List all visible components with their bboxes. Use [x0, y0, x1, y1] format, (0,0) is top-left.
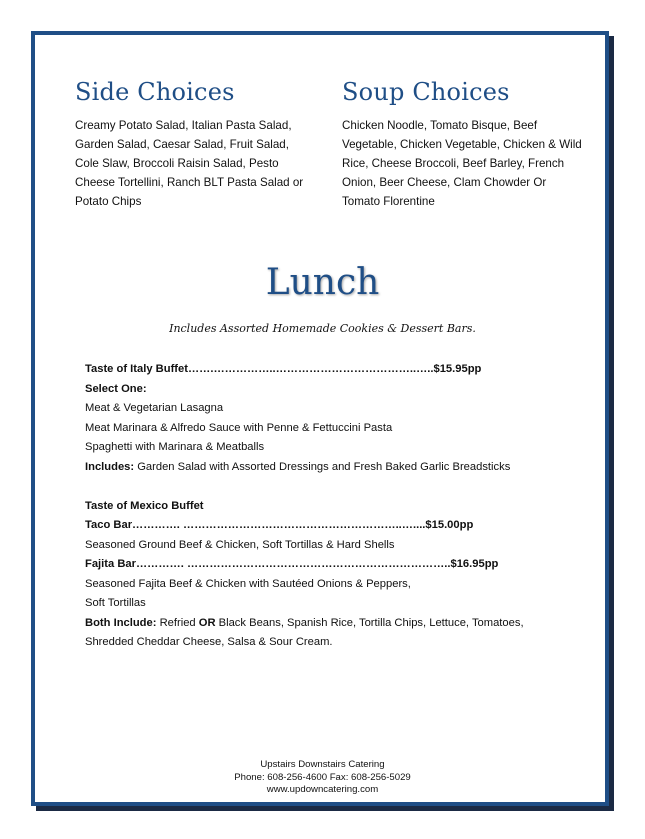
both-include-or: OR [198, 616, 216, 629]
soup-choices-text: Chicken Noodle, Tomato Bisque, Beef Vegetable, Chicken Vegetable, Chicken & Wild Rice, Cheese Broccoli, Beef Barley, French Onion, Beer Cheese, Clam Chowder Or Tomato Florentine [342, 119, 582, 208]
italy-option: Meat & Vegetarian Lasagna [85, 402, 224, 414]
italy-includes-text: Garden Salad with Assorted Dressings and Fresh Baked Garlic Breadsticks [134, 460, 511, 473]
mexico-both-include-cont: Shredded Cheddar Cheese, Salsa & Sour Cream. [85, 636, 333, 648]
both-include-text: Black Beans, Spanish Rice, Tortilla Chips, Lettuce, Tomatoes, [215, 616, 524, 629]
footer-company: Upstairs Downstairs Catering [260, 759, 385, 770]
side-choices-text: Creamy Potato Salad, Italian Pasta Salad, Garden Salad, Caesar Salad, Fruit Salad, Cole Slaw, Broccoli Raisin Salad, Pesto Cheese Tortellini, Ranch BLT Pasta Salad or Potato Chips [75, 119, 304, 208]
fajita-bar-line: Fajita Bar…………. ……………………………………………………………..$16.95pp [85, 558, 499, 570]
mexico-both-include [85, 614, 555, 634]
italy-buffet-title: Taste of Italy Buffet…….……………..………………………………..…..$15.95pp [85, 363, 482, 375]
both-include-text: Refried [156, 616, 199, 629]
lunch-title: Lunch [265, 262, 380, 303]
lunch-menu [85, 360, 555, 653]
soup-choices-heading: Soup Choices [342, 78, 510, 106]
italy-includes [85, 458, 555, 478]
italy-option: Meat Marinara & Alfredo Sauce with Penne & Fettuccini Pasta [85, 421, 393, 434]
soup-choices-section [342, 78, 582, 211]
taco-bar-line: Taco Bar…………. …………………………………………………..…....$15.00pp [85, 519, 474, 531]
mexico-buffet-title: Taste of Mexico Buffet [85, 499, 204, 512]
footer-contact: Phone: 608-256-4600 Fax: 608-256-5029 [234, 771, 411, 783]
fajita-bar-description: Soft Tortillas [85, 597, 146, 609]
both-include-label: Both Include: [85, 616, 157, 629]
italy-select-label: Select One: [85, 382, 147, 395]
side-choices-heading: Side Choices [75, 78, 235, 106]
footer-website[interactable]: www.updowncatering.com [266, 784, 379, 795]
fajita-bar-description: Seasoned Fajita Beef & Chicken with Sautéed Onions & Peppers, [85, 577, 411, 590]
italy-option: Spaghetti with Marinara & Meatballs [85, 441, 265, 453]
taco-bar-description: Seasoned Ground Beef & Chicken, Soft Tortillas & Hard Shells [85, 538, 395, 551]
lunch-subtitle: Includes Assorted Homemade Cookies & Dessert Bars. [169, 322, 476, 335]
footer [0, 759, 645, 797]
italy-includes-label: Includes: [85, 460, 135, 473]
side-choices-section [75, 78, 315, 211]
